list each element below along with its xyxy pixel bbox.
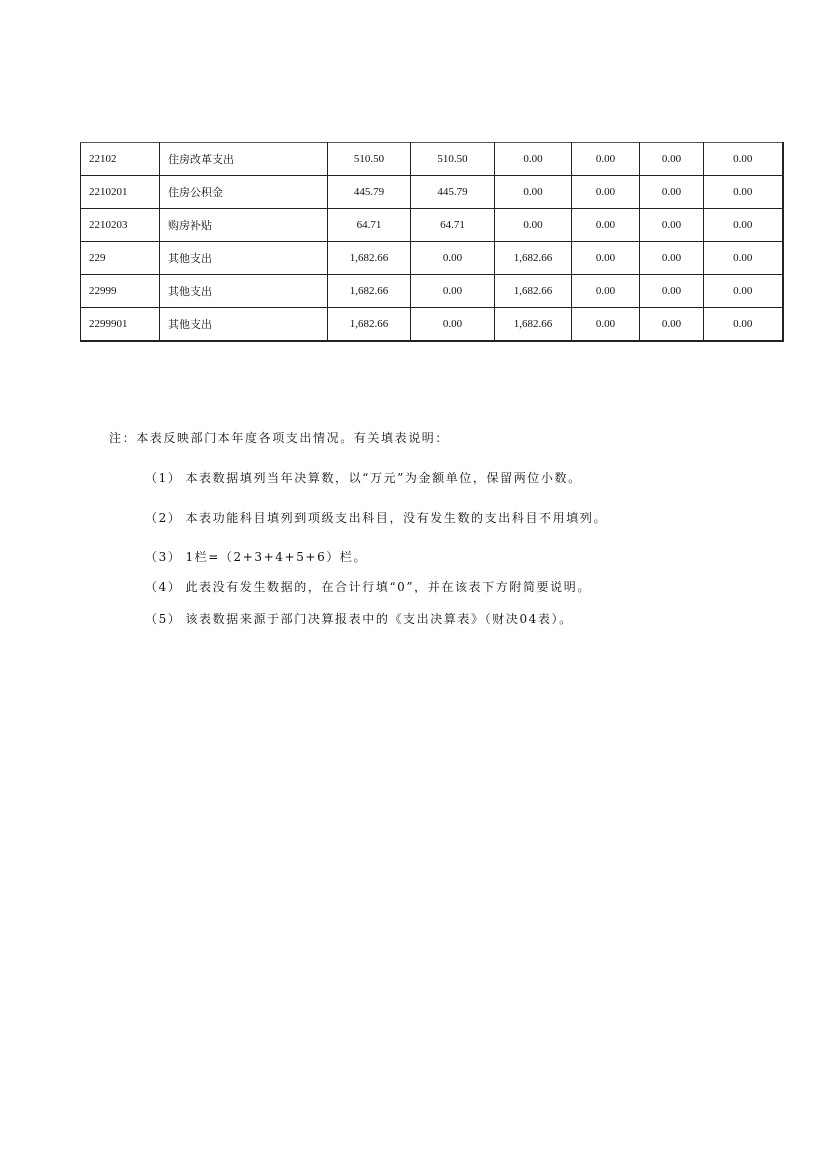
column-6-cell: 0.00 (704, 308, 783, 342)
subject-code-cell: 22102 (81, 143, 160, 176)
column-3-cell: 0.00 (495, 176, 572, 209)
column-4-cell: 0.00 (572, 275, 640, 308)
subject-code-cell: 2299901 (81, 308, 160, 342)
column-3-cell: 0.00 (495, 209, 572, 242)
subject-code-cell: 229 (81, 242, 160, 275)
note-item (145, 508, 607, 528)
note-item-text: 1栏=（2+3+4+5+6）栏。 (185, 550, 368, 564)
table-row (81, 308, 783, 342)
column-1-cell: 510.50 (328, 143, 411, 176)
column-2-cell: 0.00 (411, 242, 495, 275)
column-3-cell: 1,682.66 (495, 308, 572, 342)
column-2-cell: 64.71 (411, 209, 495, 242)
column-5-cell: 0.00 (640, 143, 704, 176)
table-row (81, 209, 783, 242)
note-item-text: 此表没有发生数据的，在合计行填“0”，并在该表下方附简要说明。 (185, 580, 591, 594)
note-item-text: 本表数据填列当年决算数，以“万元”为金额单位，保留两位小数。 (185, 471, 582, 485)
note-item-label: （3） (145, 550, 182, 564)
note-item-label: （2） (145, 511, 182, 525)
column-6-cell: 0.00 (704, 209, 783, 242)
column-2-cell: 510.50 (411, 143, 495, 176)
table-row (81, 242, 783, 275)
table-row (81, 275, 783, 308)
column-6-cell: 0.00 (704, 176, 783, 209)
subject-code-cell: 2210203 (81, 209, 160, 242)
column-5-cell: 0.00 (640, 209, 704, 242)
column-5-cell: 0.00 (640, 308, 704, 342)
expense-table (80, 142, 784, 342)
note-item (145, 468, 582, 488)
column-1-cell: 445.79 (328, 176, 411, 209)
subject-name-cell: 住房改革支出 (160, 143, 328, 176)
notes-section (109, 428, 749, 626)
table-row (81, 176, 783, 209)
subject-name-cell: 其他支出 (160, 275, 328, 308)
subject-name-cell: 购房补贴 (160, 209, 328, 242)
column-3-cell: 0.00 (495, 143, 572, 176)
column-4-cell: 0.00 (572, 143, 640, 176)
column-1-cell: 1,682.66 (328, 308, 411, 342)
column-4-cell: 0.00 (572, 242, 640, 275)
note-item-label: （4） (145, 580, 182, 594)
note-item (145, 547, 367, 567)
column-1-cell: 1,682.66 (328, 242, 411, 275)
column-4-cell: 0.00 (572, 308, 640, 342)
table-body (81, 143, 783, 342)
subject-code-cell: 22999 (81, 275, 160, 308)
subject-name-cell: 其他支出 (160, 308, 328, 342)
column-5-cell: 0.00 (640, 275, 704, 308)
column-3-cell: 1,682.66 (495, 242, 572, 275)
column-5-cell: 0.00 (640, 242, 704, 275)
column-1-cell: 64.71 (328, 209, 411, 242)
column-6-cell: 0.00 (704, 275, 783, 308)
column-2-cell: 445.79 (411, 176, 495, 209)
column-2-cell: 0.00 (411, 308, 495, 342)
column-1-cell: 1,682.66 (328, 275, 411, 308)
note-item-label: （1） (145, 471, 182, 485)
column-4-cell: 0.00 (572, 209, 640, 242)
table-row (81, 143, 783, 176)
note-item (145, 577, 591, 597)
column-5-cell: 0.00 (640, 176, 704, 209)
subject-code-cell: 2210201 (81, 176, 160, 209)
note-item (145, 609, 573, 629)
subject-name-cell: 住房公积金 (160, 176, 328, 209)
column-2-cell: 0.00 (411, 275, 495, 308)
subject-name-cell: 其他支出 (160, 242, 328, 275)
column-4-cell: 0.00 (572, 176, 640, 209)
column-6-cell: 0.00 (704, 143, 783, 176)
note-item-label: （5） (145, 612, 182, 626)
notes-title: 注：本表反映部门本年度各项支出情况。有关填表说明： (109, 431, 450, 445)
column-6-cell: 0.00 (704, 242, 783, 275)
column-3-cell: 1,682.66 (495, 275, 572, 308)
note-item-text: 本表功能科目填列到项级支出科目，没有发生数的支出科目不用填列。 (185, 511, 608, 525)
note-item-text: 该表数据来源于部门决算报表中的《支出决算表》（财决04表）。 (185, 612, 573, 626)
